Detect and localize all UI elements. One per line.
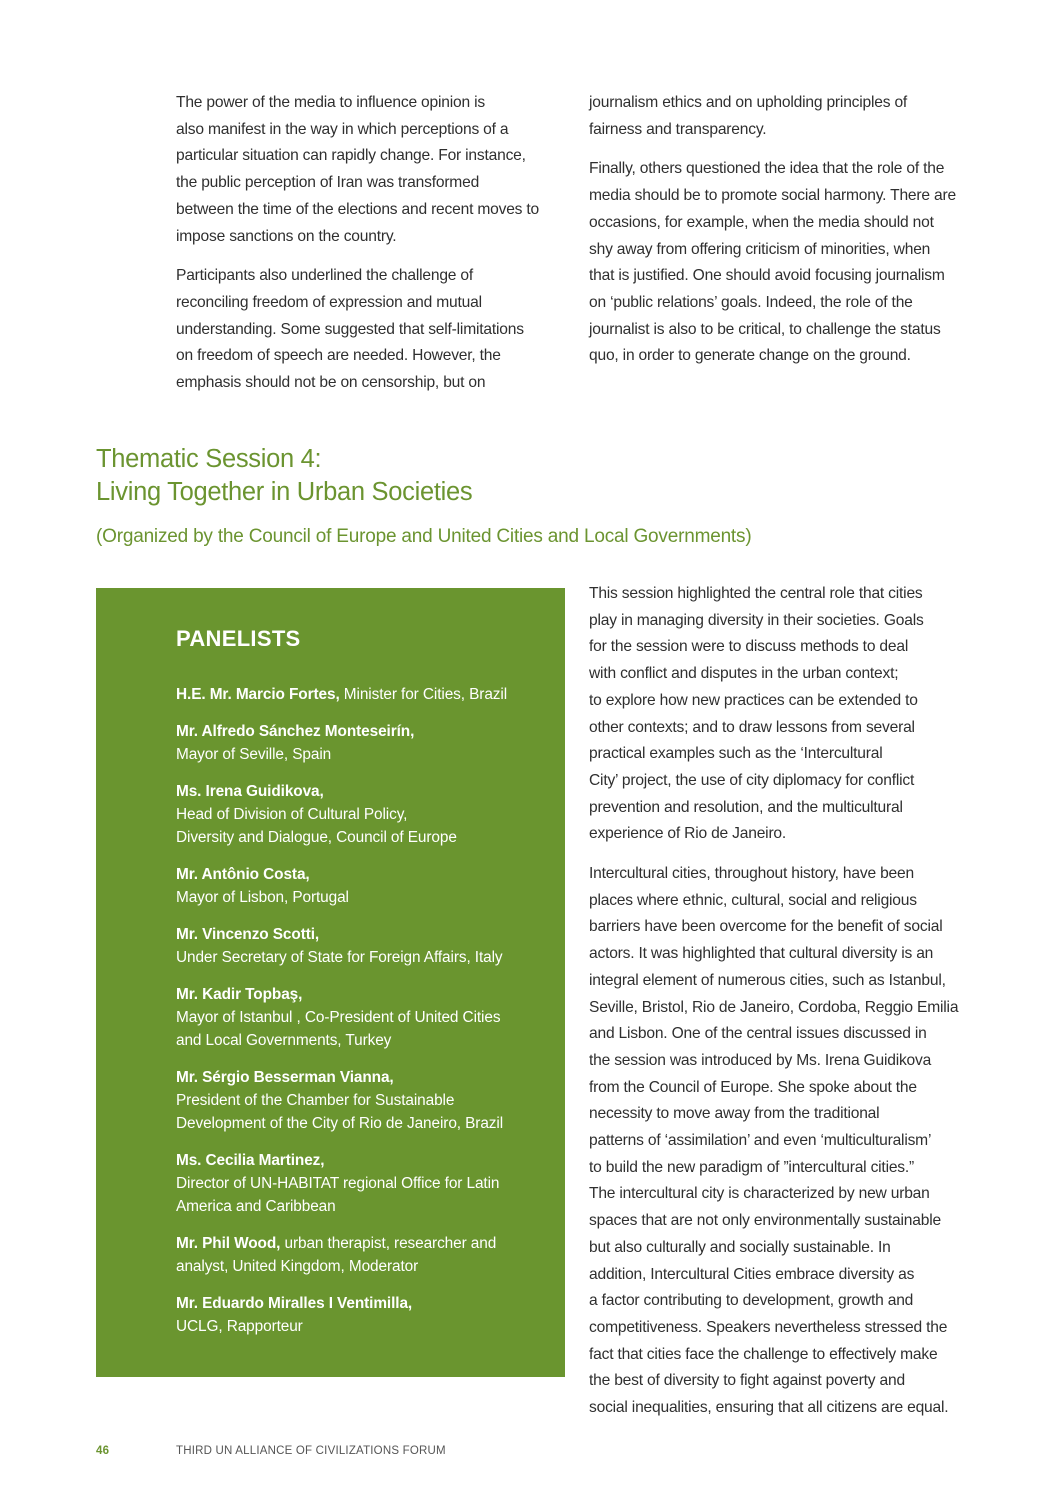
panelists-box <box>96 588 565 1377</box>
text-line: play in managing diversity in their societies. Goals <box>589 611 924 629</box>
text-line: impose sanctions on the country. <box>176 227 397 245</box>
panelists-list <box>176 683 561 1352</box>
session-summary-column <box>589 581 989 1435</box>
panelist-role-line: Development of the City of Rio de Janeiro, Brazil <box>176 1115 504 1132</box>
text-line: The power of the media to influence opinion is <box>176 94 485 111</box>
panelist-name: Mr. Antônio Costa, <box>176 866 310 883</box>
text-line: journalism ethics and on upholding principles of <box>589 94 908 111</box>
panelist-name: Ms. Irena Guidikova, <box>176 783 324 800</box>
panelist-role-line: President of the Chamber for Sustainable <box>176 1092 455 1109</box>
section-subtitle: (Organized by the Council of Europe and United Cities and Local Governments) <box>96 526 752 547</box>
section-heading-line-2: Living Together in Urban Societies <box>96 478 473 506</box>
text-line: that is justified. One should avoid focusing journalism <box>589 267 945 285</box>
top-right-column <box>589 90 989 383</box>
panelist-role-line: UCLG, Rapporteur <box>176 1318 303 1335</box>
panelist-role-line: Mayor of Lisbon, Portugal <box>176 889 349 906</box>
panelist-role-line: Mayor of Istanbul , Co-President of United Cities <box>176 1009 501 1026</box>
text-line: between the time of the elections and recent moves to <box>176 200 540 218</box>
page-number: 46 <box>96 1445 110 1457</box>
text-line: competitiveness. Speakers nevertheless stressed the <box>589 1318 948 1336</box>
text-line: experience of Rio de Janeiro. <box>589 825 787 843</box>
text-line: for the session were to discuss methods to deal <box>589 638 909 656</box>
panelist-entry <box>176 780 561 849</box>
panelist-entry <box>176 863 561 909</box>
text-line: understanding. Some suggested that self-limitations <box>176 320 524 338</box>
panelist-entry <box>176 1292 561 1338</box>
panelist-role-line: Mayor of Seville, Spain <box>176 746 332 763</box>
text-line: the best of diversity to fight against poverty and <box>589 1372 905 1390</box>
paragraph <box>589 861 989 1422</box>
text-line: places where ethnic, cultural, social and religious <box>589 891 917 909</box>
text-line: the session was introduced by Ms. Irena Guidikova <box>589 1051 932 1069</box>
text-line: a factor contributing to development, growth and <box>589 1292 914 1310</box>
panelist-name: Mr. Vincenzo Scotti, <box>176 926 320 943</box>
panelist-name: Mr. Alfredo Sánchez Monteseirín, <box>176 723 415 740</box>
text-line: The intercultural city is characterized by new urban <box>589 1185 930 1203</box>
text-line: barriers have been overcome for the benefit of social <box>589 918 943 936</box>
text-line: social inequalities, ensuring that all citizens are equal. <box>589 1399 949 1417</box>
panelist-entry <box>176 1232 561 1278</box>
text-line: on ‘public relations’ goals. Indeed, the role of the <box>589 293 913 311</box>
text-line: fact that cities face the challenge to effectively make <box>589 1345 938 1363</box>
publication-title: THIRD UN ALLIANCE OF CIVILIZATIONS FORUM <box>176 1445 446 1457</box>
text-line: journalist is also to be critical, to challenge the status <box>589 320 941 338</box>
panelist-name: Mr. Kadir Topbaş, <box>176 986 303 1003</box>
text-line: and Lisbon. One of the central issues discussed in <box>589 1025 927 1043</box>
panelist-entry <box>176 1066 561 1135</box>
text-line: fairness and transparency. <box>589 120 767 138</box>
text-line: particular situation can rapidly change. For instance, <box>176 147 526 165</box>
panelist-role-line: Under Secretary of State for Foreign Affairs, Italy <box>176 949 503 966</box>
top-left-column <box>176 90 576 410</box>
text-line: spaces that are not only environmentally sustainable <box>589 1212 941 1230</box>
panelist-entry <box>176 983 561 1052</box>
panelist-role-line: Diversity and Dialogue, Council of Europe <box>176 829 457 846</box>
text-line: to explore how new practices can be extended to <box>589 691 918 709</box>
section-heading-line-1: Thematic Session 4: <box>96 445 322 473</box>
text-line: quo, in order to generate change on the ground. <box>589 347 911 365</box>
panelist-role-line: Director of UN-HABITAT regional Office for Latin <box>176 1175 500 1192</box>
text-line: practical examples such as the ‘Intercultural <box>589 745 883 763</box>
panelist-name: Mr. Eduardo Miralles I Ventimilla, <box>176 1295 413 1312</box>
panelists-title: PANELISTS <box>176 626 301 651</box>
text-line: prevention and resolution, and the multicultural <box>589 798 903 816</box>
paragraph <box>589 581 989 848</box>
text-line: to build the new paradigm of ”intercultural cities.” <box>589 1158 915 1176</box>
text-line: from the Council of Europe. She spoke about the <box>589 1078 917 1096</box>
panelist-role-line: America and Caribbean <box>176 1198 336 1215</box>
text-line: media should be to promote social harmony. There are <box>589 187 956 205</box>
panelist-name: Ms. Cecilia Martinez, <box>176 1152 325 1169</box>
panelist-role-line: and Local Governments, Turkey <box>176 1032 392 1049</box>
text-line: City’ project, the use of city diplomacy for conflict <box>589 771 915 789</box>
text-line: This session highlighted the central role that cities <box>589 585 923 602</box>
text-line: patterns of ‘assimilation’ and even ‘multiculturalism’ <box>589 1132 932 1150</box>
text-line: but also culturally and socially sustainable. In <box>589 1238 891 1256</box>
panelist-name: Mr. Sérgio Besserman Vianna, <box>176 1069 394 1086</box>
paragraph <box>589 156 989 370</box>
panelist-role: Minister for Cities, Brazil <box>339 686 508 703</box>
text-line: Intercultural cities, throughout history, have been <box>589 865 914 883</box>
paragraph <box>176 90 576 250</box>
panelist-name: Mr. Phil Wood, <box>176 1235 281 1252</box>
text-line: on freedom of speech are needed. However, the <box>176 347 501 365</box>
panelist-entry <box>176 923 561 969</box>
text-line: actors. It was highlighted that cultural diversity is an <box>589 945 934 963</box>
panelist-entry <box>176 720 561 766</box>
text-line: Participants also underlined the challenge of <box>176 267 474 285</box>
text-line: the public perception of Iran was transformed <box>176 174 480 192</box>
paragraph <box>589 90 989 143</box>
panelist-role-line: Head of Division of Cultural Policy, <box>176 806 408 823</box>
panelist-role-line: analyst, United Kingdom, Moderator <box>176 1258 419 1275</box>
text-line: reconciling freedom of expression and mutual <box>176 293 482 311</box>
text-line: also manifest in the way in which perceptions of a <box>176 120 509 138</box>
text-line: Finally, others questioned the idea that the role of the <box>589 160 945 178</box>
panelist-name: H.E. Mr. Marcio Fortes, <box>176 686 340 703</box>
section-heading <box>96 443 472 509</box>
text-line: occasions, for example, when the media should not <box>589 213 934 231</box>
text-line: emphasis should not be on censorship, but on <box>176 374 486 392</box>
text-line: necessity to move away from the traditional <box>589 1105 880 1123</box>
text-line: shy away from offering criticism of minorities, when <box>589 240 931 258</box>
text-line: other contexts; and to draw lessons from several <box>589 718 915 736</box>
panelist-entry <box>176 683 561 706</box>
text-line: with conflict and disputes in the urban context; <box>589 665 899 683</box>
text-line: Seville, Bristol, Rio de Janeiro, Cordoba, Reggio Emilia <box>589 998 959 1016</box>
panelist-entry <box>176 1149 561 1218</box>
panelist-role: urban therapist, researcher and <box>280 1235 497 1252</box>
text-line: addition, Intercultural Cities embrace diversity as <box>589 1265 915 1283</box>
text-line: integral element of numerous cities, such as Istanbul, <box>589 971 946 989</box>
paragraph <box>176 263 576 397</box>
